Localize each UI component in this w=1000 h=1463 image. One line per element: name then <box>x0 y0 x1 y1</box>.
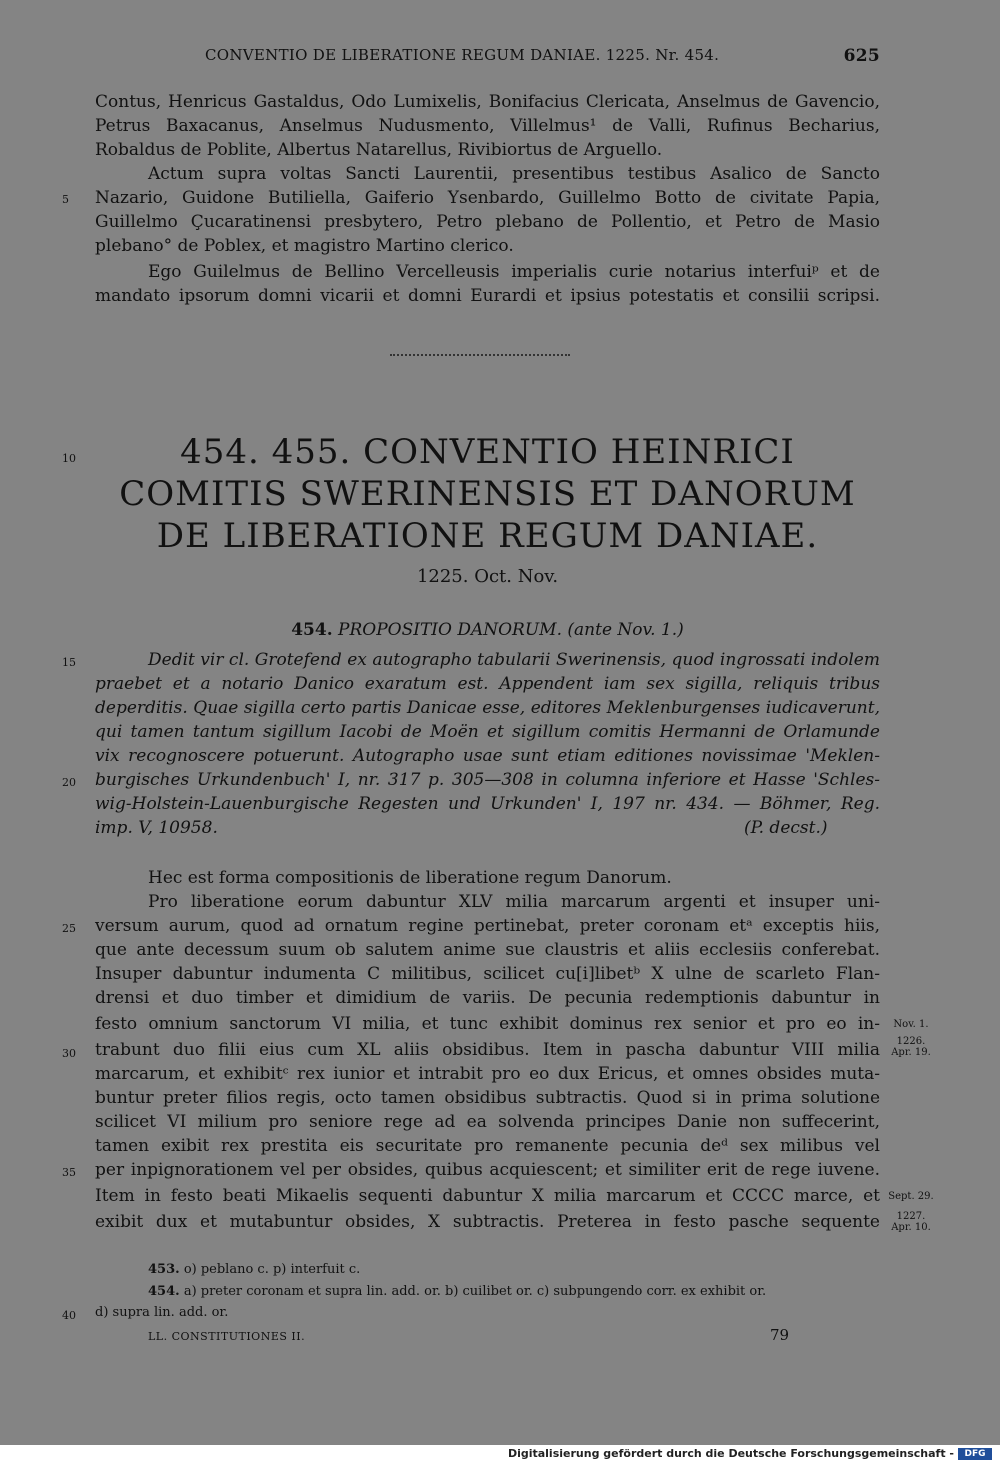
footnote-text: a) preter coronam et supra lin. add. or. b) cuilibet or. c) subpungendo corr. ex exhibit or. <box>183 1284 767 1299</box>
footnote-number: 454. <box>148 1284 180 1299</box>
footnote-453 <box>148 1262 360 1277</box>
margin-date: Apr. 19. <box>891 1047 931 1058</box>
body-line: Hec est forma compositionis de liberatione regum Danorum. <box>148 868 672 888</box>
line-number: 20 <box>62 776 76 789</box>
digitization-bar <box>0 1445 1000 1463</box>
text-line: Actum supra voltas Sancti Laurentii, presentibus testibus Asalico de Sancto <box>148 164 880 184</box>
text-line: plebano° de Poblex, et magistro Martino clerico. <box>95 236 514 256</box>
footnote-number: 453. <box>148 1262 180 1277</box>
body-line: per inpignorationem vel per obsides, quibus acquiescent; et similiter erit de rege iuvene. <box>95 1160 880 1180</box>
body-line: Pro liberatione eorum dabuntur XLV milia marcarum argenti et insuper uni- <box>148 892 880 912</box>
margin-date: 1227. <box>896 1211 926 1222</box>
footnote-454-cont: d) supra lin. add. or. <box>95 1305 229 1320</box>
text-line: Petrus Baxacanus, Anselmus Nudusmento, Villelmus¹ de Valli, Rufinus Becharius, <box>95 116 880 136</box>
line-number: 35 <box>62 1166 76 1179</box>
body-line: marcarum, et exhibitᶜ rex iunior et intrabit pro eo dux Ericus, et omnes obsides muta- <box>95 1064 880 1084</box>
body-line: drensi et duo timber et dimidium de variis. De pecunia redemptionis dabuntur in <box>95 988 880 1008</box>
running-head-title: CONVENTIO DE LIBERATIONE REGUM DANIAE. 1225. Nr. 454. <box>205 46 720 64</box>
margin-date: Apr. 10. <box>891 1222 931 1233</box>
digitization-text: Digitalisierung gefördert durch die Deutsche Forschungsgemeinschaft - <box>507 1447 954 1460</box>
body-line: tamen exibit rex prestita eis securitate pro remanente pecunia deᵈ sex milibus vel <box>95 1136 880 1156</box>
section-divider <box>390 354 570 358</box>
footnote-text: o) peblano c. p) interfuit c. <box>183 1262 361 1277</box>
heading-line: DE LIBERATIONE REGUM DANIAE. <box>156 516 819 556</box>
text-line: mandato ipsorum domni vicarii et domni Eurardi et ipsius potestatis et consilii scripsi. <box>95 286 880 306</box>
intro-line: Dedit vir cl. Grotefend ex autographo tabularii Swerinensis, quod ingrossati indolem <box>148 650 880 670</box>
intro-line: (P. decst.) <box>744 818 828 838</box>
body-line: Insuper dabuntur indumenta C militibus, scilicet cu[i]libetᵇ X ulne de scarleto Flan- <box>95 964 880 984</box>
line-number: 30 <box>62 1047 76 1060</box>
body-line: Item in festo beati Mikaelis sequenti dabuntur X milia marcarum et CCCC marce, et <box>95 1186 880 1206</box>
body-line: versum aurum, quod ad ornatum regine pertinebat, preter coronam etᵃ exceptis hiis, <box>95 916 880 936</box>
subheading-note: (ante Nov. 1.) <box>567 620 684 640</box>
intro-line: vix recognoscere potuerunt. Autographo usae sunt etiam editiones novissimae 'Meklen- <box>95 746 880 766</box>
text-line: Robaldus de Poblite, Albertus Natarellus, Rivibiortus de Arguello. <box>95 140 663 160</box>
intro-line: deperditis. Quae sigilla certo partis Danicae esse, editores Meklenburgenses iudicaverunt, <box>95 698 880 718</box>
line-number: 40 <box>62 1309 76 1322</box>
text-line: Contus, Henricus Gastaldus, Odo Lumixelis, Bonifacius Clericata, Anselmus de Gavencio, <box>95 92 880 112</box>
text-line: Guillelmo Çucaratinensi presbytero, Petro plebano de Pollentio, et Petro de Masio <box>95 212 880 232</box>
intro-line: burgisches Urkundenbuch' I, nr. 317 p. 305—308 in columna inferiore et Hasse 'Schles- <box>95 770 880 790</box>
margin-date: Nov. 1. <box>893 1019 929 1030</box>
intro-line: qui tamen tantum sigillum Iacobi de Moën et sigillum comitis Hermanni de Orlamunde <box>95 722 880 742</box>
intro-line: imp. V, 10958. <box>95 818 218 838</box>
intro-line: wig-Holstein-Lauenburgische Regesten und Urkunden' I, 197 nr. 434. — Böhmer, Reg. <box>95 794 880 814</box>
page-number: 625 <box>843 46 880 66</box>
subheading <box>95 620 880 640</box>
subheading-title: PROPOSITIO DANORUM. <box>338 620 562 640</box>
body-line: scilicet VI milium pro seniore rege ad ea solvenda principes Danie non suffecerint, <box>95 1112 880 1132</box>
body-line: que ante decessum suum ob salutem anime sue claustris et aliis ecclesiis conferebat. <box>95 940 880 960</box>
heading-line: COMITIS SWERINENSIS ET DANORUM <box>119 474 856 514</box>
line-number: 5 <box>62 193 69 206</box>
dfg-logo[interactable]: DFG <box>958 1448 992 1460</box>
footnote-454 <box>148 1284 766 1299</box>
margin-date: Sept. 29. <box>888 1191 934 1202</box>
line-number: 25 <box>62 922 76 935</box>
subheading-number: 454. <box>291 620 333 640</box>
footer-signature: 79 <box>770 1326 790 1344</box>
heading-date: 1225. Oct. Nov. <box>416 566 559 587</box>
body-line: buntur preter filios regis, octo tamen obsidibus subtractis. Quod si in prima solutione <box>95 1088 880 1108</box>
heading-line: 454. 455. CONVENTIO HEINRICI <box>180 432 795 472</box>
body-line: exibit dux et mutabuntur obsides, X subtractis. Preterea in festo pasche sequente <box>95 1212 880 1232</box>
margin-date: 1226. <box>896 1036 926 1047</box>
text-line: Ego Guilelmus de Bellino Vercelleusis imperialis curie notarius interfuiᵖ et de <box>148 262 880 282</box>
line-number: 15 <box>62 656 76 669</box>
text-line: Nazario, Guidone Butiliella, Gaiferio Ysenbardo, Guillelmo Botto de civitate Papia, <box>95 188 880 208</box>
body-line: trabunt duo filii eius cum XL aliis obsidibus. Item in pascha dabuntur VIII milia <box>95 1040 880 1060</box>
intro-line: praebet et a notario Danico exaratum est. Appendent iam sex sigilla, reliquis tribus <box>95 674 880 694</box>
footer-series: LL. CONSTITUTIONES II. <box>148 1330 306 1343</box>
body-line: festo omnium sanctorum VI milia, et tunc exhibit dominus rex senior et pro eo in- <box>95 1014 880 1034</box>
line-number: 10 <box>62 452 76 465</box>
